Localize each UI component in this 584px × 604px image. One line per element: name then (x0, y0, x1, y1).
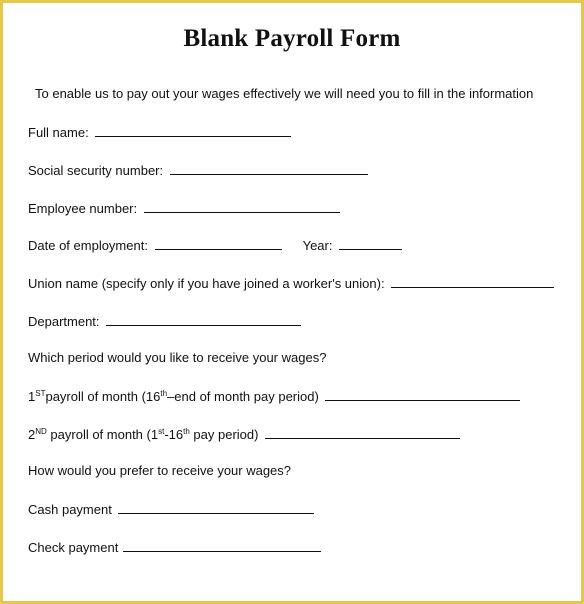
union-name-field[interactable] (391, 275, 554, 288)
method-question: How would you prefer to receive your wages? (28, 463, 292, 478)
year-field[interactable] (339, 237, 402, 250)
check-payment-row (28, 539, 321, 556)
option-1-text-b: –end of month pay period) (167, 389, 319, 404)
option-2-text-a: payroll of month (1 (50, 427, 159, 442)
employee-number-label: Employee number: (28, 201, 138, 216)
option-2-number: 2 (28, 427, 36, 442)
ssn-label: Social security number: (28, 163, 164, 178)
option-2-text-c: pay period) (193, 427, 259, 442)
full-name-label: Full name: (28, 125, 89, 140)
cash-payment-label: Cash payment (28, 502, 112, 517)
department-label: Department: (28, 314, 100, 329)
option-2-text-b: -16 (164, 427, 184, 442)
option-2-field[interactable] (265, 426, 460, 439)
option-second-payroll-row (28, 426, 460, 443)
check-payment-label: Check payment (28, 540, 119, 555)
department-row (28, 313, 301, 330)
option-2-suffix: ND (35, 427, 47, 436)
option-2-sup3: th (183, 427, 190, 436)
option-1-suffix: ST (35, 389, 46, 398)
full-name-field[interactable] (95, 124, 291, 137)
date-of-employment-field[interactable] (155, 237, 282, 250)
union-name-label: Union name (specify only if you have joined a worker's union): (28, 276, 385, 291)
employee-number-field[interactable] (144, 200, 340, 213)
form-title: Blank Payroll Form (183, 25, 401, 52)
date-of-employment-row (28, 237, 402, 254)
full-name-row (28, 124, 291, 141)
option-1-sup2: th (160, 389, 168, 398)
employee-number-row (28, 200, 340, 217)
option-1-text-a: payroll of month (16 (45, 389, 161, 404)
year-label: Year: (302, 238, 333, 253)
ssn-row (28, 162, 368, 179)
union-name-row (28, 275, 554, 292)
date-of-employment-label: Date of employment: (28, 238, 148, 253)
cash-payment-field[interactable] (118, 501, 314, 514)
option-2-sup2: st (158, 427, 165, 436)
ssn-field[interactable] (170, 162, 368, 175)
cash-payment-row (28, 501, 314, 518)
department-field[interactable] (106, 313, 301, 326)
check-payment-field[interactable] (123, 539, 321, 552)
intro-text: To enable us to pay out your wages effectively we will need you to fill in the information (35, 86, 534, 101)
option-first-payroll-row (28, 388, 520, 405)
option-1-number: 1 (28, 389, 36, 404)
option-1-field[interactable] (325, 388, 520, 401)
period-question: Which period would you like to receive your wages? (28, 350, 327, 365)
